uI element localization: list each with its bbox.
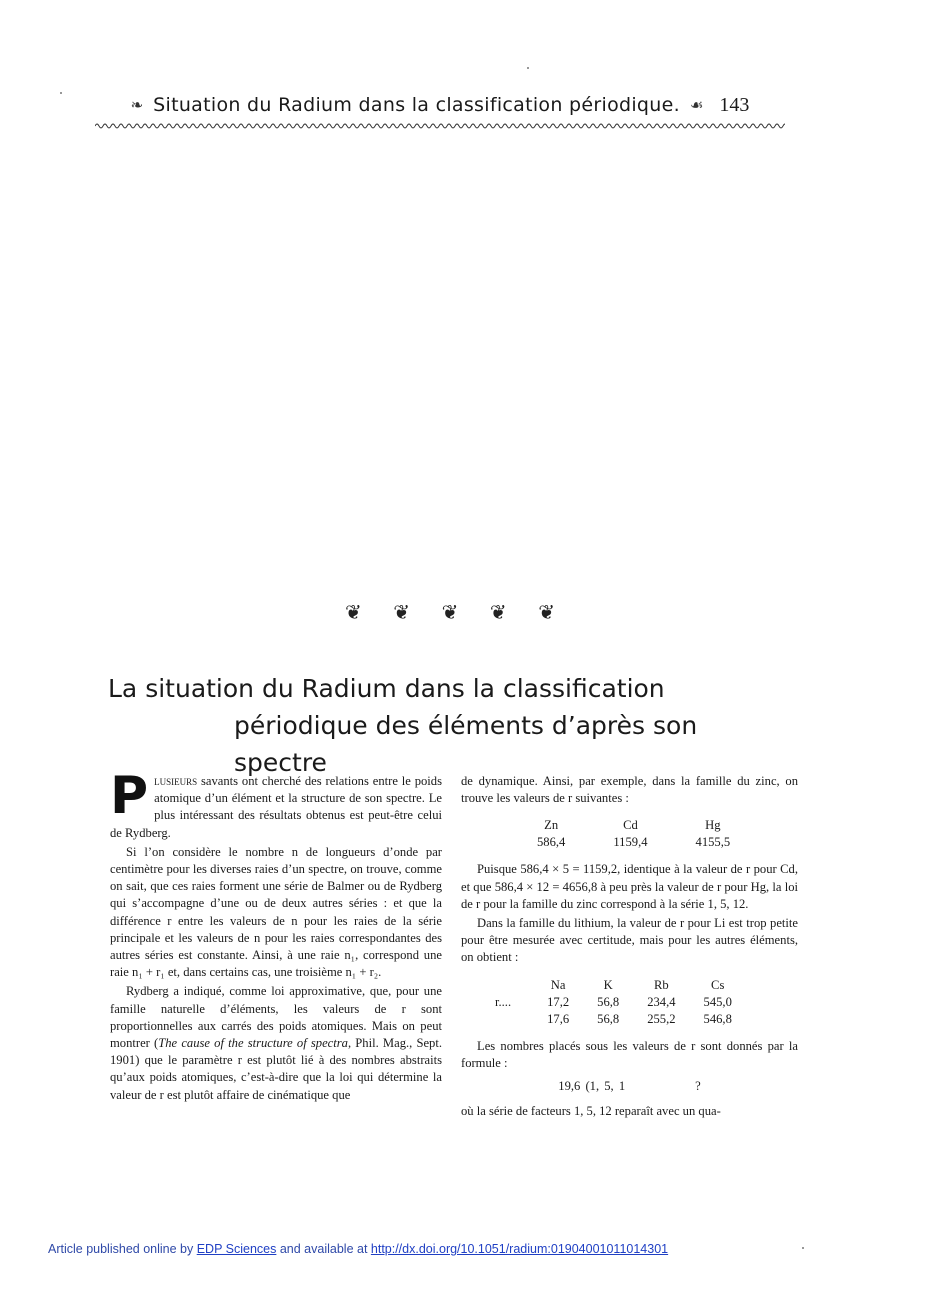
fleuron-icon: ❦	[393, 602, 411, 624]
running-header	[95, 90, 785, 120]
paragraph	[110, 766, 442, 842]
right-column	[461, 773, 798, 1122]
header-ornament-left-icon: ❧	[130, 97, 144, 114]
table-cell: 234,4	[647, 994, 676, 1009]
article-title	[108, 670, 798, 781]
paragraph-text: savants ont cherché des relations entre le poids atomique d’un élément et la structure de son spectre. Le plus intéressant des résultats obtenus est peut-être celui de Rydberg.	[110, 774, 442, 840]
page-number: 143	[719, 93, 750, 116]
table-header: Na	[550, 977, 566, 992]
running-title: Situation du Radium dans la classification périodique.	[153, 94, 680, 116]
paragraph: Les nombres placés sous les valeurs de r sont donnés par la formule :	[461, 1038, 798, 1070]
alkali-family-table	[481, 977, 746, 1028]
footer-text: and available at	[276, 1242, 371, 1256]
table-cell: 4155,5	[695, 835, 731, 850]
table-cell: 56,8	[597, 1011, 620, 1026]
table-cell: 545,0	[703, 994, 732, 1009]
fleuron-ornament-row	[345, 600, 555, 626]
paragraph-text: , Phil. Mag., Sept. 1901) que le paramètre r est plutôt lié à des nombres abstraits qu’aux poids atomiques, c’est-à-dire que la loi qui détermine la valeur de r est plutôt affaire de cinématique que	[110, 1036, 443, 1102]
table-cell: 586,4	[537, 835, 566, 850]
formula-illegible: ?	[695, 1079, 701, 1094]
header-ornament-right-icon: ☙	[689, 97, 704, 114]
row-label: r....	[495, 994, 512, 1009]
table-header: Rb	[654, 977, 669, 992]
paragraph: Si l’on considère le nombre n de longueurs d’onde par centimètre pour les diverses raies d’un spectre, on trouve, comme on sait, que ces raies forment une série de Balmer ou de Rydberg qui s’accompagne d’une ou de deux autres séries : et que la différence r entre les valeurs de n pour les raies de la série principale et les valeurs de n pour les raies correspondantes des autres séries est constante. Ainsi, à une raie n₁, correspond une raie n₁ + r₁ et, dans certains cas, une troisième n₁ + r₂.	[110, 844, 442, 980]
table-row	[513, 834, 754, 851]
fleuron-icon: ❦	[441, 602, 459, 624]
paragraph-text: Rydberg a indiqué, comme loi approximative, que, pour une famille naturelle d’éléments, les valeurs de r sont proportionnelles aux carrés des poids atomiques. Mais on peut montrer (	[110, 984, 442, 1051]
table-header: K	[603, 977, 613, 992]
speck	[527, 67, 529, 69]
drop-cap: P	[110, 766, 149, 826]
formula-expression: 19,6 (1, 5, 1	[558, 1079, 626, 1094]
paragraph: Puisque 586,4 × 5 = 1159,2, identique à la valeur de r pour Cd, et que 586,4 × 12 = 4656,8 à peu près la valeur de r pour Hg, la loi de r pour la famille du zinc correspond à la série 1, 5, 12.	[461, 862, 798, 911]
speck	[60, 92, 62, 94]
fleuron-icon: ❦	[538, 602, 555, 624]
fleuron-icon: ❦	[345, 602, 362, 624]
doi-link[interactable]: http://dx.doi.org/10.1051/radium:01904001011014301	[370, 1242, 669, 1256]
table-cell: 17,6	[547, 1011, 570, 1026]
table-cell: 546,8	[703, 1011, 732, 1026]
formula	[461, 1078, 798, 1095]
table-cell: 1159,4	[613, 835, 648, 850]
table-header: Zn	[544, 818, 559, 833]
article-title-line-2: périodique des éléments d’après son spectre	[234, 711, 698, 777]
table-row	[481, 1011, 746, 1028]
table-cell: 56,8	[597, 994, 620, 1009]
smallcaps-lead: lusieurs	[154, 774, 198, 788]
paragraph: de dynamique. Ainsi, par exemple, dans la famille du zinc, on trouve les valeurs de r suivantes :	[461, 774, 798, 806]
table-header: Cd	[623, 818, 638, 833]
table-row	[513, 817, 754, 834]
paragraph: Dans la famille du lithium, la valeur de r pour Li est trop petite pour être mesurée avec certitude, mais pour les autres éléments, on obtient :	[461, 916, 798, 965]
table-cell: 255,2	[647, 1011, 676, 1026]
publisher-link[interactable]: EDP Sciences	[196, 1242, 277, 1256]
cited-title: The cause of the structure of spectra	[158, 1036, 348, 1051]
footer-text: Article published online by	[48, 1242, 197, 1256]
table-cell: 17,2	[547, 994, 570, 1009]
paragraph	[110, 983, 442, 1103]
left-column	[110, 766, 443, 1106]
article-title-line-1: La situation du Radium dans la classification	[108, 674, 665, 703]
speck	[802, 1247, 804, 1249]
table-header: Cs	[711, 977, 725, 992]
header-wavy-rule	[95, 122, 785, 130]
zinc-family-table	[513, 817, 754, 851]
fleuron-icon: ❦	[489, 602, 507, 624]
table-row	[481, 994, 746, 1011]
table-row	[481, 977, 746, 994]
table-header: Hg	[705, 818, 721, 833]
publication-footer	[48, 1242, 668, 1256]
paragraph: où la série de facteurs 1, 5, 12 reparaît avec un qua-	[461, 1104, 721, 1119]
